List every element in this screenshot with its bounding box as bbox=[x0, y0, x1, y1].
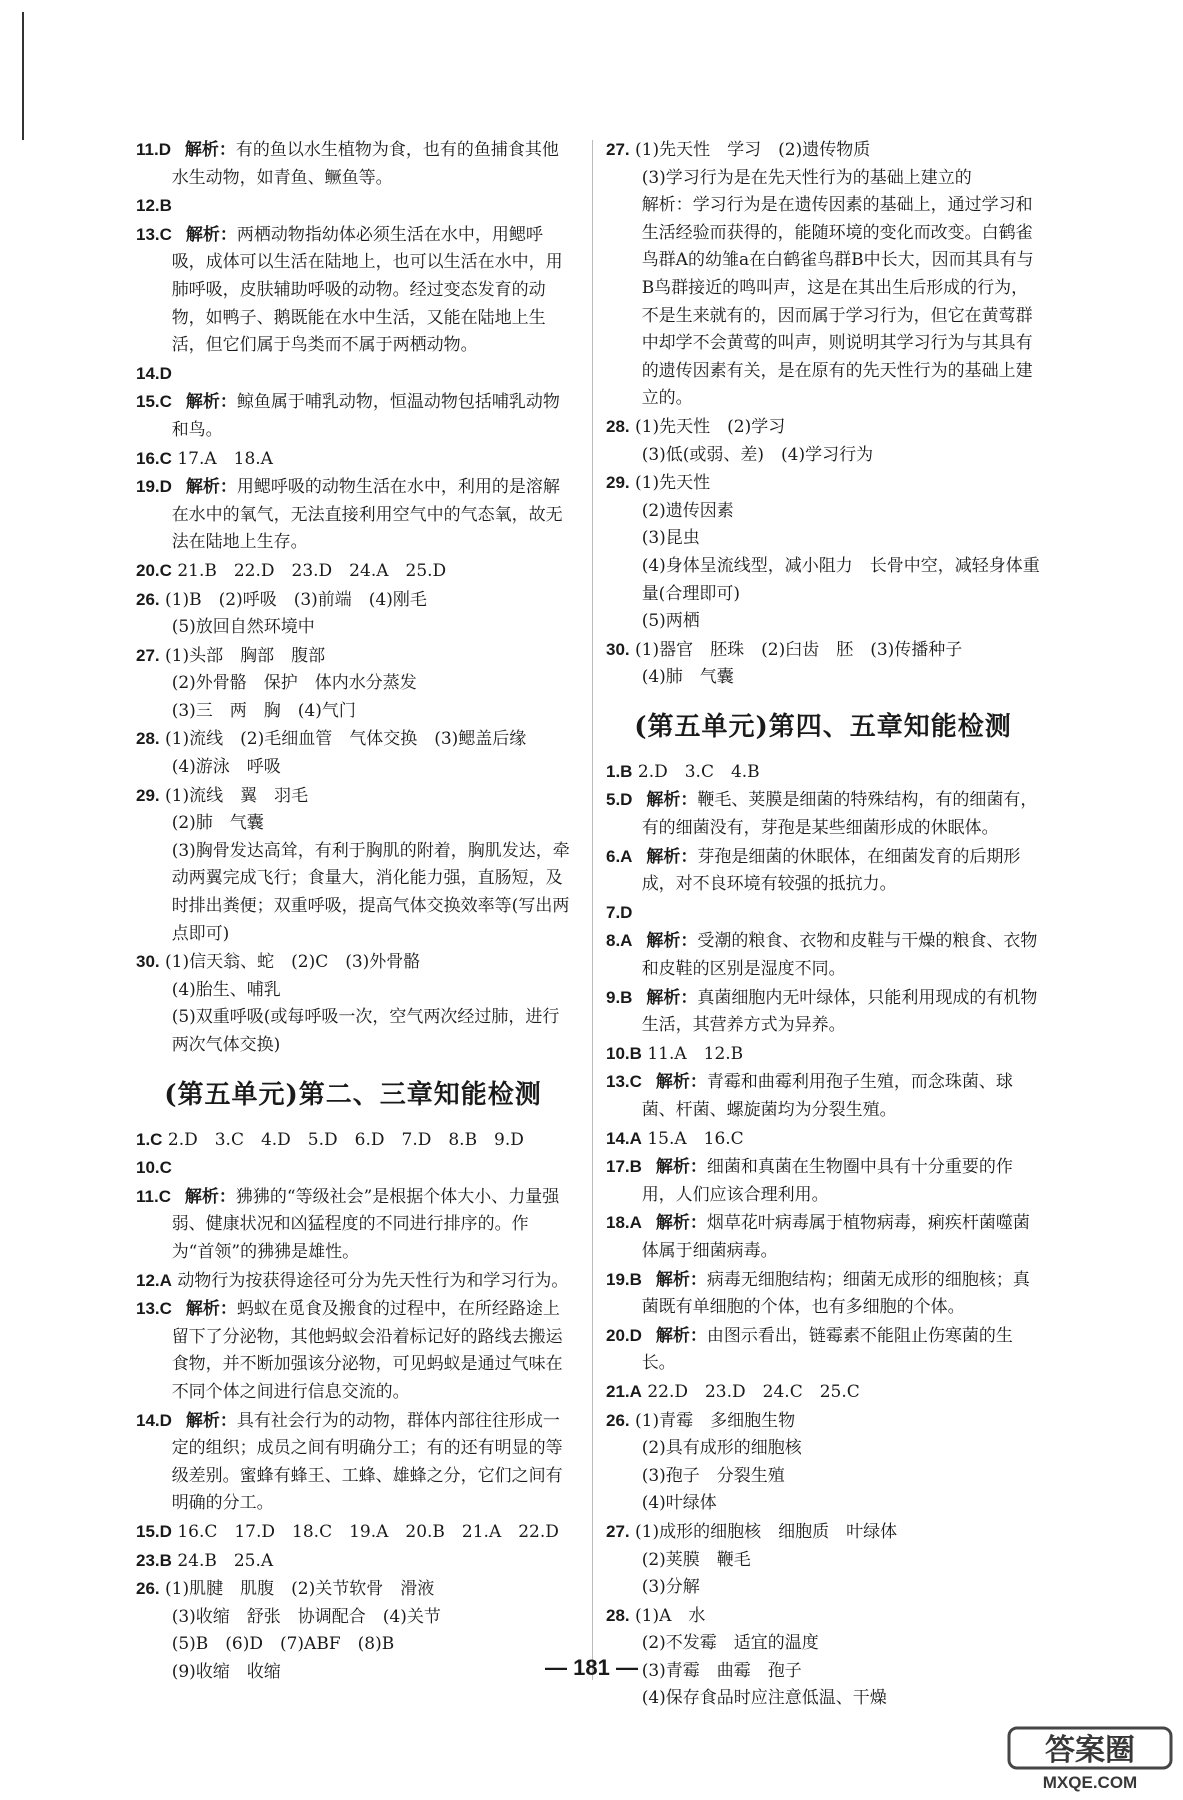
answer-text: (1)先天性 (2)学习 bbox=[635, 416, 786, 437]
answer-subline bbox=[136, 838, 570, 948]
question-number: 28. bbox=[606, 416, 630, 436]
answer-text: (1)先天性 bbox=[635, 473, 711, 494]
answer-text: 具有社会行为的动物，群体内部往往形成一定的组织；成员之间有明确分工；有的还有明显的等级差别。蜜蜂有蜂王、工蜂、雄蜂之分，它们之间有明确的分工。 bbox=[171, 1410, 563, 1514]
answer-subline bbox=[136, 1604, 570, 1632]
answer-text: (1)青霉 多细胞生物 bbox=[635, 1410, 796, 1431]
answer-entry bbox=[606, 984, 1040, 1040]
answer-text: (1)B (2)呼吸 (3)前端 (4)刚毛 bbox=[165, 589, 427, 610]
answer-text: 细菌和真菌在生物圈中具有十分重要的作用，人们应该合理利用。 bbox=[641, 1157, 1013, 1205]
answer-entry bbox=[606, 1040, 1040, 1069]
answer-entry bbox=[606, 1266, 1040, 1322]
answer-text: (2)外骨骼 保护 体内水分蒸发 bbox=[171, 673, 417, 694]
question-number: 19.B bbox=[606, 1269, 642, 1289]
answer-text: 青霉和曲霉利用孢子生殖，而念珠菌、球菌、杆菌、螺旋菌均为分裂生殖。 bbox=[641, 1072, 1013, 1120]
answer-entry bbox=[136, 1267, 570, 1296]
answer-text: 受潮的粮食、衣物和皮鞋与干燥的粮食、衣物和皮鞋的区别是湿度不同。 bbox=[641, 931, 1038, 980]
answer-text: 16.C 17.D 18.C 19.A 20.B 21.A 22.D bbox=[177, 1521, 559, 1542]
question-number: 14.A bbox=[606, 1128, 642, 1148]
answer-subline bbox=[606, 525, 1040, 553]
answer-text: (4)游泳 呼吸 bbox=[171, 757, 281, 778]
question-number: 12.A bbox=[136, 1270, 172, 1290]
analysis-label: 解析： bbox=[646, 931, 698, 952]
question-number: 29. bbox=[606, 473, 630, 493]
answer-text: 由图示看出，链霉素不能阻止伤寒菌的生长。 bbox=[641, 1325, 1013, 1374]
answer-text: (1)先天性 学习 (2)遗传物质 bbox=[635, 140, 871, 160]
answer-text: 鞭毛、荚膜是细菌的特殊结构，有的细菌有，有的细菌没有，芽孢是某些细菌形成的休眠体。 bbox=[641, 790, 1038, 839]
answer-text: 鲸鱼属于哺乳动物，恒温动物包括哺乳动物和鸟。 bbox=[171, 392, 560, 440]
answer-entry bbox=[606, 843, 1040, 899]
answer-text: (5)双重呼吸(或每呼吸一次，空气两次经过肺，进行两次气体交换) bbox=[171, 1007, 560, 1055]
answer-entry bbox=[136, 782, 570, 811]
answer-text: (3)昆虫 bbox=[641, 528, 700, 549]
answer-text: (5)两栖 bbox=[641, 611, 700, 632]
left-column bbox=[136, 136, 570, 1686]
question-number: 8.A bbox=[606, 931, 633, 951]
question-number: 16.C bbox=[136, 448, 172, 468]
answer-entry bbox=[136, 948, 570, 977]
answer-subline bbox=[136, 1004, 570, 1059]
answer-text: 芽孢是细菌的休眠体，在细菌发育的后期形成，对不良环境有较强的抵抗力。 bbox=[641, 846, 1021, 895]
answer-entry bbox=[136, 473, 570, 557]
question-number: 15.D bbox=[136, 1521, 172, 1541]
question-number: 6.A bbox=[606, 846, 633, 866]
answer-text: 21.B 22.D 23.D 24.A 25.D bbox=[177, 560, 447, 581]
answer-text: 蚂蚁在觅食及搬食的过程中，在所经路途上留下了分泌物，其他蚂蚁会沿着标记好的路线去搬运食物，并不断加强该分泌物，可见蚂蚁是通过气味在不同个体之间进行信息交流的。 bbox=[171, 1299, 563, 1402]
answer-text: 学习行为是在遗传因素的基础上，通过学习和生活经验而获得的，能随环境的变化而改变。白鹤雀鸟群A的幼雏a在白鹤雀鸟群B中长大，因而其具有与B鸟群接近的鸣叫声，这是在其出生后形成的行为，不是生来就有的，因而属于学习行为，但它在黄莺群中却学不会黄莺的叫声，则说明其学习行为与其具有的遗传因素有关，是在原有的先天性行为的基础上建立的。 bbox=[641, 195, 1034, 409]
answer-entry bbox=[606, 636, 1040, 665]
question-number: 21.A bbox=[606, 1381, 642, 1401]
answer-text: 17.A 18.A bbox=[177, 448, 273, 469]
answer-entry bbox=[136, 1295, 570, 1406]
answer-entry bbox=[606, 1209, 1040, 1265]
answer-entry bbox=[136, 445, 570, 474]
analysis-label: 解析： bbox=[184, 140, 236, 160]
answer-text: 真菌细胞内无叶绿体，只能利用现成的有机物生活，其营养方式为异养。 bbox=[641, 987, 1038, 1036]
answer-text: (4)叶绿体 bbox=[641, 1493, 717, 1514]
answer-entry bbox=[136, 557, 570, 586]
answer-text: 有的鱼以水生植物为食，也有的鱼捕食其他水生动物，如青鱼、鳜鱼等。 bbox=[171, 140, 559, 188]
answer-entry bbox=[136, 1154, 570, 1183]
answer-text: 15.A 16.C bbox=[647, 1128, 744, 1149]
question-number: 26. bbox=[606, 1410, 630, 1430]
answer-subline bbox=[606, 1574, 1040, 1602]
question-number: 14.D bbox=[136, 1410, 172, 1430]
answer-entry bbox=[606, 899, 1040, 928]
answer-text: (1)流线 (2)毛细血管 气体交换 (3)鳃盖后缘 bbox=[165, 729, 527, 750]
answer-text: (1)A 水 bbox=[635, 1605, 706, 1626]
answer-entry bbox=[136, 360, 570, 389]
margin-rule bbox=[22, 12, 24, 140]
answer-text: (9)收缩 收缩 bbox=[171, 1661, 281, 1682]
answer-text: (5)放回自然环境中 bbox=[171, 617, 315, 638]
answer-text: (3)分解 bbox=[641, 1577, 700, 1598]
question-number: 10.B bbox=[606, 1043, 642, 1063]
answer-text: 24.B 25.A bbox=[177, 1550, 274, 1571]
question-number: 13.C bbox=[136, 224, 172, 244]
answer-entry bbox=[606, 413, 1040, 442]
question-number: 27. bbox=[606, 1521, 630, 1541]
answer-text: (1)器官 胚珠 (2)臼齿 胚 (3)传播种子 bbox=[635, 639, 963, 660]
answer-text: 2.D 3.C 4.B bbox=[637, 761, 760, 782]
answer-entry bbox=[136, 1547, 570, 1576]
answer-subline bbox=[136, 698, 570, 726]
answer-entry bbox=[136, 136, 570, 192]
answer-subline bbox=[606, 192, 1040, 413]
answer-entry bbox=[606, 1153, 1040, 1209]
answer-subline bbox=[136, 670, 570, 698]
answer-entry bbox=[136, 1126, 570, 1155]
answer-text: (5)B (6)D (7)ABF (8)B bbox=[171, 1634, 395, 1655]
answer-text: (2)荚膜 鞭毛 bbox=[641, 1549, 751, 1570]
answer-text: 22.D 23.D 24.C 25.C bbox=[647, 1381, 860, 1402]
answer-text: (2)具有成形的细胞核 bbox=[641, 1438, 802, 1459]
question-number: 7.D bbox=[606, 902, 633, 922]
answer-subline bbox=[606, 1463, 1040, 1491]
question-number: 27. bbox=[136, 645, 160, 665]
answer-text: (1)头部 胸部 腹部 bbox=[165, 645, 326, 666]
question-number: 15.C bbox=[136, 392, 172, 412]
answer-entry bbox=[136, 642, 570, 671]
answer-subline bbox=[606, 1547, 1040, 1575]
question-number: 23.B bbox=[136, 1550, 172, 1570]
answer-subline bbox=[606, 1490, 1040, 1518]
answer-entry bbox=[136, 1183, 570, 1267]
question-number: 30. bbox=[136, 952, 160, 972]
answer-text: (1)流线 翼 羽毛 bbox=[165, 785, 309, 806]
answer-subline bbox=[606, 664, 1040, 692]
watermark-text: 答案圈 bbox=[1045, 1733, 1135, 1768]
question-number: 26. bbox=[136, 1579, 160, 1599]
analysis-label: 解析： bbox=[185, 477, 237, 498]
watermark-url: MXQE.COM bbox=[1042, 1773, 1138, 1792]
watermark-logo bbox=[1005, 1724, 1175, 1794]
answer-subline bbox=[606, 608, 1040, 636]
answer-entry bbox=[606, 927, 1040, 983]
answer-text: 病毒无细胞结构；细菌无成形的细胞核；真菌既有单细胞的个体，也有多细胞的个体。 bbox=[641, 1269, 1030, 1318]
answer-text: (3)三 两 胸 (4)气门 bbox=[171, 700, 356, 721]
answer-entry bbox=[136, 586, 570, 615]
answer-text: (3)胸骨发达高耸，有利于胸肌的附着，胸肌发达，牵动两翼完成飞行；食量大，消化能力强，直肠短，及时排出粪便；双重呼吸，提高气体交换效率等(写出两点即可) bbox=[171, 840, 570, 944]
question-number: 13.C bbox=[136, 1299, 172, 1319]
question-number: 29. bbox=[136, 785, 160, 805]
question-number: 19.D bbox=[136, 477, 172, 497]
answer-entry bbox=[606, 136, 1040, 165]
question-number: 28. bbox=[606, 1605, 630, 1625]
answer-subline bbox=[606, 553, 1040, 608]
answer-entry bbox=[136, 221, 570, 360]
answer-text: 2.D 3.C 4.D 5.D 6.D 7.D 8.B 9.D bbox=[167, 1129, 524, 1150]
answer-text: 烟草花叶病毒属于植物病毒，痢疾杆菌噬菌体属于细菌病毒。 bbox=[641, 1213, 1030, 1261]
answer-text: (2)肺 气囊 bbox=[171, 813, 264, 834]
answer-entry bbox=[136, 1518, 570, 1547]
answer-subline bbox=[136, 614, 570, 642]
section-title: (第五单元)第二、三章知能检测 bbox=[164, 1079, 542, 1110]
analysis-label: 解析： bbox=[185, 1410, 237, 1431]
question-number: 26. bbox=[136, 589, 160, 609]
answer-entry bbox=[606, 1602, 1040, 1631]
answer-text: (4)身体呈流线型，减小阻力 长骨中空，减轻身体重量(合理即可) bbox=[641, 555, 1040, 604]
answer-subline bbox=[136, 977, 570, 1005]
question-number: 1.B bbox=[606, 761, 633, 781]
answer-entry bbox=[606, 1125, 1040, 1154]
answer-text: (3)学习行为是在先天性行为的基础上建立的 bbox=[641, 167, 972, 188]
analysis-label: 解析： bbox=[185, 224, 237, 245]
answer-text: 两栖动物指幼体必须生活在水中，用鳃呼吸，成体可以生活在陆地上，也可以生活在水中，用肺呼吸，皮肤辅助呼吸的动物。经过变态发育的动物，如鸭子、鹅既能在水中生活，又能在陆地上生活，但它们属于鸟类而不属于两栖动物。 bbox=[171, 224, 563, 356]
answer-text: 动物行为按获得途径可分为先天性行为和学习行为。 bbox=[177, 1270, 569, 1291]
analysis-label: 解析： bbox=[655, 1213, 707, 1234]
answer-subline bbox=[606, 498, 1040, 526]
answer-entry bbox=[606, 786, 1040, 842]
answer-entry bbox=[136, 1575, 570, 1604]
analysis-label: 解析： bbox=[185, 1299, 237, 1320]
answer-text: (4)保存食品时应注意低温、干燥 bbox=[641, 1688, 887, 1709]
analysis-label: 解析： bbox=[184, 1186, 236, 1207]
question-number: 17.B bbox=[606, 1157, 642, 1177]
answer-subline bbox=[136, 754, 570, 782]
answer-entry bbox=[136, 192, 570, 221]
answer-text: 11.A 12.B bbox=[647, 1043, 744, 1064]
analysis-label: 解析： bbox=[646, 790, 698, 811]
question-number: 30. bbox=[606, 639, 630, 659]
answer-entry bbox=[606, 1322, 1040, 1378]
answer-text: (4)肺 气囊 bbox=[641, 667, 734, 688]
analysis-label: 解析： bbox=[655, 1157, 707, 1178]
analysis-label: 解析： bbox=[646, 846, 698, 867]
question-number: 27. bbox=[606, 140, 630, 159]
answer-text: (3)低(或弱、差) (4)学习行为 bbox=[641, 444, 874, 465]
question-number: 9.B bbox=[606, 987, 633, 1007]
question-number: 14.D bbox=[136, 363, 172, 383]
question-number: 28. bbox=[136, 729, 160, 749]
answer-entry bbox=[606, 1518, 1040, 1547]
analysis-label: 解析： bbox=[655, 1072, 707, 1093]
analysis-label: 解析： bbox=[655, 1325, 707, 1346]
section-title: (第五单元)第四、五章知能检测 bbox=[634, 711, 1012, 742]
answer-text: (3)收缩 舒张 协调配合 (4)关节 bbox=[171, 1606, 441, 1627]
answer-entry bbox=[606, 1068, 1040, 1124]
answer-text: (1)成形的细胞核 细胞质 叶绿体 bbox=[635, 1521, 898, 1542]
question-number: 11.C bbox=[136, 1186, 171, 1206]
question-number: 20.C bbox=[136, 560, 172, 580]
answer-subline bbox=[606, 1685, 1040, 1713]
answer-text: (1)肌腱 肌腹 (2)关节软骨 滑液 bbox=[165, 1579, 435, 1600]
column-divider bbox=[592, 140, 593, 1680]
answer-text: (3)青霉 曲霉 孢子 bbox=[641, 1660, 802, 1681]
analysis-label: 解析： bbox=[185, 392, 237, 413]
answer-entry bbox=[136, 725, 570, 754]
question-number: 20.D bbox=[606, 1325, 642, 1345]
question-number: 13.C bbox=[606, 1072, 642, 1092]
question-number: 10.C bbox=[136, 1158, 172, 1178]
answer-subline bbox=[606, 165, 1040, 193]
answer-text: (4)胎生、哺乳 bbox=[171, 979, 281, 1000]
answer-entry bbox=[136, 388, 570, 444]
answer-text: 狒狒的“等级社会”是根据个体大小、力量强弱、健康状况和凶猛程度的不同进行排序的。作为“首领”的狒狒是雄性。 bbox=[171, 1186, 560, 1262]
answer-text: (3)孢子 分裂生殖 bbox=[641, 1465, 785, 1486]
answer-entry bbox=[606, 1378, 1040, 1407]
answer-entry bbox=[606, 758, 1040, 787]
answer-text: (2)遗传因素 bbox=[641, 500, 734, 521]
analysis-label: 解析： bbox=[641, 195, 693, 216]
answer-subline bbox=[606, 1435, 1040, 1463]
answer-entry bbox=[606, 1407, 1040, 1436]
answer-entry bbox=[136, 1407, 570, 1518]
answer-text: 用鳃呼吸的动物生活在水中，利用的是溶解在水中的氧气，无法直接利用空气中的气态氧，故无法在陆地上生存。 bbox=[171, 477, 563, 553]
question-number: 12.B bbox=[136, 196, 172, 216]
right-column bbox=[606, 136, 1040, 1713]
analysis-label: 解析： bbox=[646, 987, 698, 1008]
answer-subline bbox=[136, 810, 570, 838]
answer-text: (1)信天翁、蛇 (2)C (3)外骨骼 bbox=[165, 952, 421, 973]
answer-entry bbox=[606, 469, 1040, 498]
analysis-label: 解析： bbox=[655, 1269, 707, 1290]
answer-subline bbox=[606, 1630, 1040, 1658]
answer-subline bbox=[606, 442, 1040, 470]
question-number: 1.C bbox=[136, 1129, 163, 1149]
question-number: 5.D bbox=[606, 790, 633, 810]
page-number: — 181 — bbox=[545, 1655, 638, 1680]
question-number: 18.A bbox=[606, 1213, 642, 1233]
answer-text: (2)不发霉 适宜的温度 bbox=[641, 1633, 819, 1654]
question-number: 11.D bbox=[136, 140, 171, 159]
